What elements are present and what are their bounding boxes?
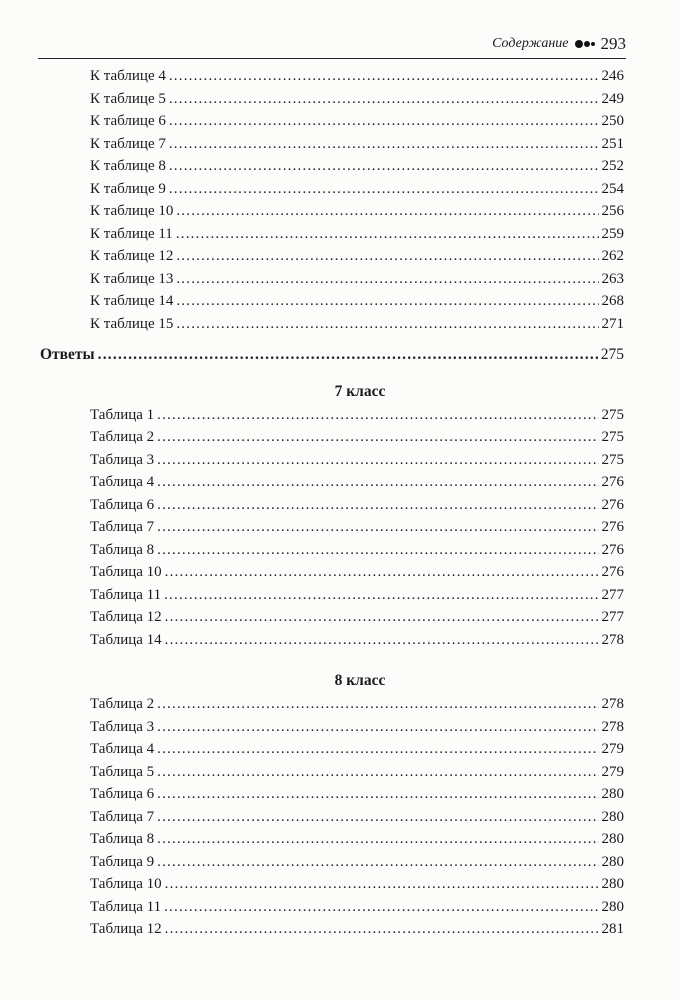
- toc-entry-label: К таблице 13: [90, 270, 174, 287]
- toc-entry-page: 278: [601, 718, 624, 735]
- dot-leader: [157, 719, 598, 736]
- toc-entry-page: 276: [601, 541, 624, 558]
- toc-entry-page: 276: [601, 564, 624, 580]
- dot-leader: [165, 876, 599, 893]
- toc-entry[interactable]: [90, 316, 624, 339]
- toc-entry-label: Таблица 8: [90, 831, 155, 847]
- toc-entry[interactable]: [90, 831, 624, 854]
- page-number: 293: [600, 34, 626, 53]
- toc-entry-label: К таблице 8: [90, 158, 166, 174]
- toc-entry-label: Таблица 7: [90, 808, 155, 825]
- toc-entry-label: Таблица 9: [90, 853, 155, 870]
- dot-leader: [176, 203, 598, 220]
- toc-entry-page: 277: [601, 609, 624, 625]
- grade-7-heading: 7 класс: [334, 382, 386, 400]
- toc-entry[interactable]: [90, 587, 624, 610]
- dot-leader: [157, 741, 598, 758]
- toc-entry-label: К таблице 6: [90, 113, 166, 129]
- dot-leader: [164, 899, 598, 916]
- toc-entry[interactable]: [90, 248, 624, 271]
- toc-entry-page: 263: [601, 270, 624, 287]
- toc-entry[interactable]: [90, 564, 624, 587]
- toc-entry-label: К таблице 9: [90, 180, 166, 197]
- toc-entry[interactable]: [90, 764, 624, 787]
- toc-entry-label: Таблица 2: [90, 696, 155, 712]
- toc-entry-label: Таблица 12: [90, 921, 162, 937]
- toc-entry-page: 276: [601, 496, 624, 513]
- dot-leader: [157, 429, 598, 446]
- toc-entry[interactable]: [90, 407, 624, 430]
- toc-entry[interactable]: [90, 226, 624, 249]
- dot-leader: [157, 497, 598, 514]
- toc-entry-label: К таблице 5: [90, 90, 166, 107]
- toc-entry[interactable]: [90, 203, 624, 226]
- toc-entry-label: Таблица 1: [90, 406, 155, 423]
- dot-leader: [157, 809, 598, 826]
- toc-entry-label: К таблице 4: [90, 68, 166, 84]
- dot-leader: [176, 293, 598, 310]
- toc-entry[interactable]: [90, 519, 624, 542]
- toc-entry-page: 279: [601, 763, 624, 780]
- toc-entry[interactable]: [90, 497, 624, 520]
- dot-leader: [165, 921, 599, 938]
- toc-entry[interactable]: [90, 719, 624, 742]
- toc-block-grade-8: [0, 696, 680, 944]
- toc-entry[interactable]: [90, 921, 624, 944]
- dot-leader: [169, 68, 599, 85]
- toc-entry[interactable]: [90, 542, 624, 565]
- toc-entry-page: 280: [601, 853, 624, 870]
- section-name: Содержание: [492, 36, 569, 51]
- toc-entry-label: К таблице 14: [90, 293, 174, 309]
- toc-entry-label: Таблица 7: [90, 519, 155, 535]
- toc-entry-page: 276: [601, 474, 624, 490]
- dot-leader: [157, 452, 598, 469]
- toc-entry-label: Таблица 4: [90, 741, 155, 757]
- toc-entry-label: Таблица 12: [90, 609, 162, 625]
- toc-entry-label: Таблица 4: [90, 474, 155, 490]
- toc-entry-label: К таблице 11: [90, 225, 173, 242]
- toc-entry-page: 252: [601, 158, 624, 174]
- toc-entry[interactable]: [90, 68, 624, 91]
- toc-entry[interactable]: [90, 293, 624, 316]
- toc-entry[interactable]: [90, 696, 624, 719]
- toc-entry-page: 279: [601, 741, 624, 757]
- toc-entry[interactable]: [90, 809, 624, 832]
- triple-dot-bullet-icon: [575, 40, 595, 48]
- dot-leader: [165, 609, 599, 626]
- dot-leader: [169, 136, 599, 153]
- toc-entry[interactable]: [90, 632, 624, 655]
- toc-entry-page: 246: [601, 68, 624, 84]
- toc-entry-page: 271: [601, 315, 624, 332]
- dot-leader: [165, 564, 599, 581]
- dot-leader: [169, 181, 599, 198]
- toc-entry-page: 280: [601, 786, 624, 802]
- toc-entry-page: 280: [601, 876, 624, 892]
- toc-entry[interactable]: [90, 271, 624, 294]
- dot-leader: [157, 542, 598, 559]
- dot-leader: [169, 113, 599, 130]
- toc-entry-page: 275: [600, 346, 624, 363]
- dot-leader: [157, 474, 598, 491]
- toc-entry-label: Таблица 3: [90, 451, 155, 468]
- dot-leader: [157, 764, 598, 781]
- toc-entry-label: Таблица 8: [90, 541, 155, 558]
- dot-leader: [157, 696, 598, 713]
- toc-entry[interactable]: [90, 181, 624, 204]
- toc-block-grade-7: [0, 407, 680, 655]
- toc-entry[interactable]: [90, 899, 624, 922]
- toc-entry-page: 262: [601, 248, 624, 264]
- dot-leader: [169, 158, 599, 175]
- toc-entry-page: 275: [601, 406, 624, 423]
- grade-8-heading: 8 класс: [334, 672, 386, 689]
- toc-entry-answers[interactable]: [40, 346, 624, 369]
- toc-entry-page: 256: [601, 203, 624, 219]
- table-of-contents: [0, 68, 680, 944]
- toc-entry-page: 277: [601, 586, 624, 603]
- toc-entry[interactable]: [90, 113, 624, 136]
- toc-entry-page: 280: [601, 898, 624, 915]
- toc-entry-page: 254: [601, 180, 624, 197]
- toc-entry-page: 281: [601, 921, 624, 937]
- toc-entry-label: Таблица 11: [90, 898, 162, 915]
- dot-leader: [98, 346, 598, 364]
- toc-entry-page: 251: [601, 135, 624, 152]
- dot-leader: [157, 831, 598, 848]
- toc-entry[interactable]: [90, 158, 624, 181]
- toc-entry[interactable]: [90, 136, 624, 159]
- dot-leader: [157, 854, 598, 871]
- dot-leader: [164, 587, 598, 604]
- toc-entry-label: Ответы: [40, 346, 95, 363]
- toc-entry-label: К таблице 12: [90, 248, 174, 264]
- dot-leader: [176, 271, 598, 288]
- toc-entry[interactable]: [90, 876, 624, 899]
- toc-entry-label: Таблица 3: [90, 718, 155, 735]
- toc-entry-label: Таблица 2: [90, 429, 155, 445]
- toc-entry-label: Таблица 6: [90, 496, 155, 513]
- running-header: [38, 30, 626, 59]
- toc-entry[interactable]: [90, 91, 624, 114]
- dot-leader: [165, 632, 599, 649]
- dot-leader: [157, 519, 598, 536]
- toc-entry-label: Таблица 10: [90, 564, 162, 580]
- toc-entry[interactable]: [90, 474, 624, 497]
- toc-entry-label: К таблице 10: [90, 203, 174, 219]
- toc-entry[interactable]: [90, 452, 624, 475]
- toc-entry-page: 259: [601, 225, 624, 242]
- toc-entry-label: Таблица 5: [90, 763, 155, 780]
- toc-block-tables: [0, 68, 680, 338]
- toc-entry[interactable]: [90, 609, 624, 632]
- toc-entry[interactable]: [90, 854, 624, 877]
- toc-entry[interactable]: [90, 429, 624, 452]
- dot-leader: [157, 407, 598, 424]
- dot-leader: [176, 248, 598, 265]
- toc-entry[interactable]: [90, 786, 624, 809]
- toc-entry-page: 278: [601, 631, 624, 648]
- toc-entry-label: Таблица 6: [90, 786, 155, 802]
- dot-leader: [157, 786, 598, 803]
- running-header-content: [492, 34, 626, 54]
- dot-leader: [176, 226, 599, 243]
- toc-entry-page: 249: [601, 90, 624, 107]
- toc-entry-label: К таблице 15: [90, 315, 174, 332]
- toc-entry-page: 278: [601, 696, 624, 712]
- toc-entry-label: Таблица 11: [90, 586, 162, 603]
- dot-leader: [176, 316, 598, 333]
- toc-entry-page: 280: [601, 831, 624, 847]
- toc-entry[interactable]: [90, 741, 624, 764]
- toc-entry-page: 275: [601, 429, 624, 445]
- toc-entry-page: 280: [601, 808, 624, 825]
- toc-entry-page: 276: [601, 519, 624, 535]
- toc-entry-page: 275: [601, 451, 624, 468]
- dot-leader: [169, 91, 599, 108]
- toc-entry-label: Таблица 10: [90, 876, 162, 892]
- toc-entry-page: 250: [601, 113, 624, 129]
- toc-entry-label: Таблица 14: [90, 631, 162, 648]
- toc-entry-label: К таблице 7: [90, 135, 166, 152]
- toc-entry-page: 268: [601, 293, 624, 309]
